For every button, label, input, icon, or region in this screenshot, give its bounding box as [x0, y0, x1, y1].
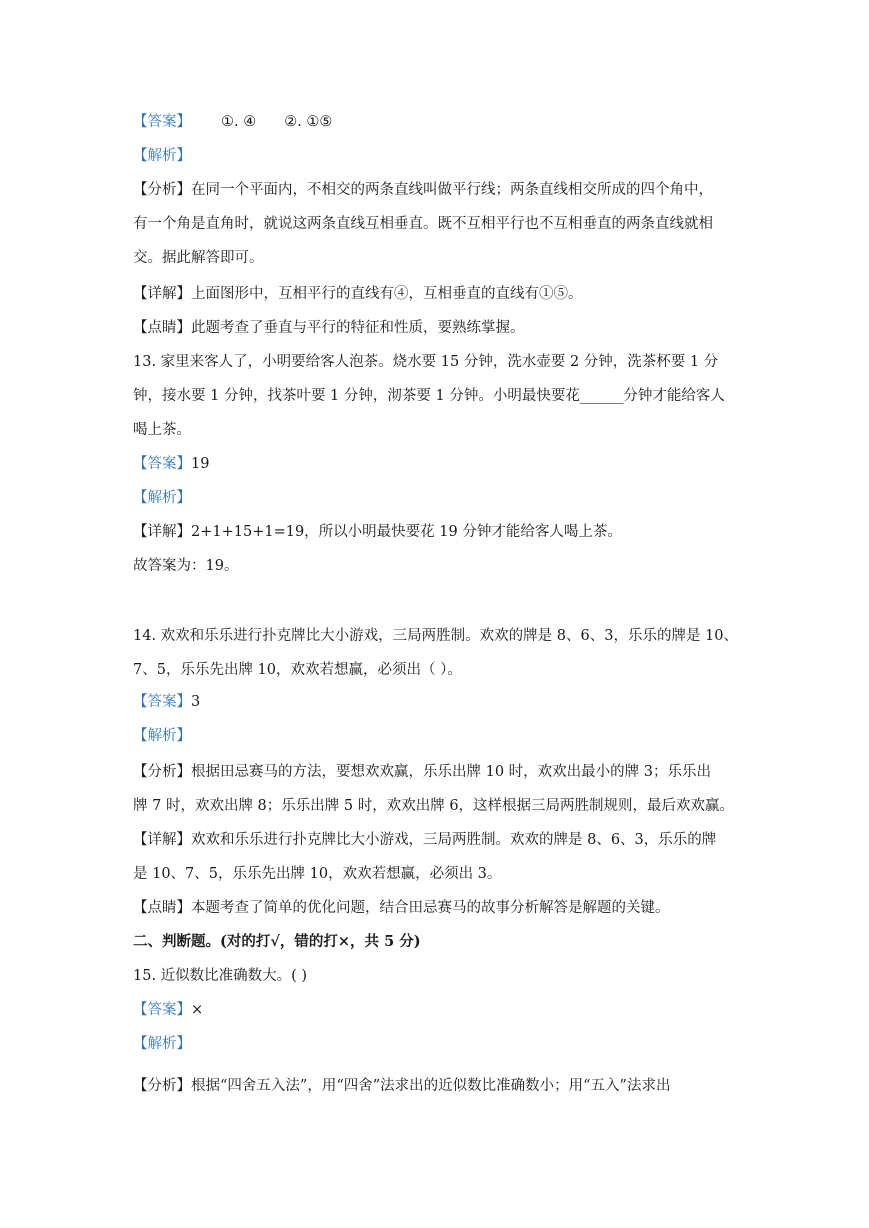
answer-tag: 【答案】	[133, 114, 191, 130]
fenxi-tag: 【分析】	[133, 764, 191, 780]
answer-tag: 【答案】	[133, 456, 191, 472]
q12-detail-text: 上面图形中，互相平行的直线有④，互相垂直的直线有①⑤。	[191, 286, 583, 302]
comment-tag: 【点睛】	[133, 900, 191, 916]
q15-fenxi-line-1	[133, 1076, 743, 1096]
q14-question-line-2: 7、5，乐乐先出牌 10，欢欢若想赢，必须出（ ）。	[133, 662, 462, 678]
q12-fenxi-line-2: 有一个角是直角时，就说这两条直线互相垂直。既不互相平行也不互相垂直的两条直线就相	[133, 216, 713, 232]
analysis-tag: 【解析】	[133, 1036, 191, 1052]
fenxi-tag: 【分析】	[133, 1078, 191, 1094]
q13-question-line-2: 钟，接水要 1 分钟，找茶叶要 1 分钟，沏茶要 1 分钟。小明最快要花______分钟才能给客人	[133, 388, 725, 404]
q13-question-line-3: 喝上茶。	[133, 422, 191, 438]
detail-tag: 【详解】	[133, 286, 191, 302]
q14-analysis-line	[133, 726, 743, 746]
q12-fenxi-text-1: 在同一个平面内，不相交的两条直线叫做平行线；两条直线相交所成的四个角中，	[191, 182, 713, 198]
q14-fenxi-line-2: 牌 7 时，欢欢出牌 8；乐乐出牌 5 时，欢欢出牌 6，这样根据三局两胜制规则，最后欢欢赢。	[133, 798, 735, 814]
detail-tag: 【详解】	[133, 524, 191, 540]
comment-tag: 【点睛】	[133, 320, 191, 336]
q14-fenxi-text-1: 根据田忌赛马的方法，要想欢欢赢，乐乐出牌 10 时，欢欢出最小的牌 3；乐乐出	[191, 764, 712, 780]
fenxi-tag: 【分析】	[133, 182, 191, 198]
q12-answer-1: ①. ④	[221, 114, 257, 130]
q15-analysis-line	[133, 1034, 743, 1054]
q12-analysis-line	[133, 146, 743, 166]
q13-question-line-1: 13. 家里来客人了，小明要给客人泡茶。烧水要 15 分钟，洗水壶要 2 分钟，洗茶杯要 1 分	[133, 354, 719, 370]
q13-conclusion-line: 故答案为：19。	[133, 558, 239, 574]
q12-answer-2: ②. ①⑤	[284, 114, 333, 130]
analysis-tag: 【解析】	[133, 490, 191, 506]
q13-detail-line	[133, 522, 743, 542]
analysis-tag: 【解析】	[133, 728, 191, 744]
q13-analysis-line	[133, 488, 743, 508]
q12-fenxi-line-1	[133, 180, 743, 200]
q14-detail-line-2: 是 10、7、5，乐乐先出牌 10，欢欢若想赢，必须出 3。	[133, 866, 502, 882]
q14-comment-text: 本题考查了简单的优化问题，结合田忌赛马的故事分析解答是解题的关键。	[191, 900, 670, 916]
q14-detail-line-1	[133, 830, 743, 850]
q12-detail-line	[133, 284, 743, 304]
q14-answer-line	[133, 692, 743, 712]
q15-answer-line	[133, 1000, 743, 1020]
q14-answer: 3	[191, 694, 201, 710]
answer-tag: 【答案】	[133, 694, 191, 710]
q14-comment-line	[133, 898, 743, 918]
q14-fenxi-line-1	[133, 762, 743, 782]
q14-detail-text-1: 欢欢和乐乐进行扑克牌比大小游戏，三局两胜制。欢欢的牌是 8、6、3，乐乐的牌	[191, 832, 717, 848]
section-heading: 二、判断题。(对的打√，错的打×，共 5 分)	[133, 933, 421, 950]
analysis-tag: 【解析】	[133, 148, 191, 164]
q12-comment-line	[133, 318, 743, 338]
q15-question-line-1: 15. 近似数比准确数大。( )	[133, 968, 308, 984]
q12-comment-text: 此题考查了垂直与平行的特征和性质，要熟练掌握。	[191, 320, 525, 336]
q15-fenxi-text-1: 根据“四舍五入法”，用“四舍”法求出的近似数比准确数小；用“五入”法求出	[191, 1078, 671, 1094]
detail-tag: 【详解】	[133, 832, 191, 848]
q14-question-line-1: 14. 欢欢和乐乐进行扑克牌比大小游戏，三局两胜制。欢欢的牌是 8、6、3，乐乐的牌是 10、	[133, 628, 739, 644]
q12-fenxi-line-3: 交。据此解答即可。	[133, 250, 264, 266]
answer-tag: 【答案】	[133, 1002, 191, 1018]
q12-answer-line	[133, 112, 743, 132]
q13-answer-line	[133, 454, 743, 474]
q13-answer: 19	[191, 456, 210, 472]
q13-detail-text: 2+1+15+1=19，所以小明最快要花 19 分钟才能给客人喝上茶。	[191, 524, 622, 540]
q15-answer: ×	[191, 1002, 204, 1018]
